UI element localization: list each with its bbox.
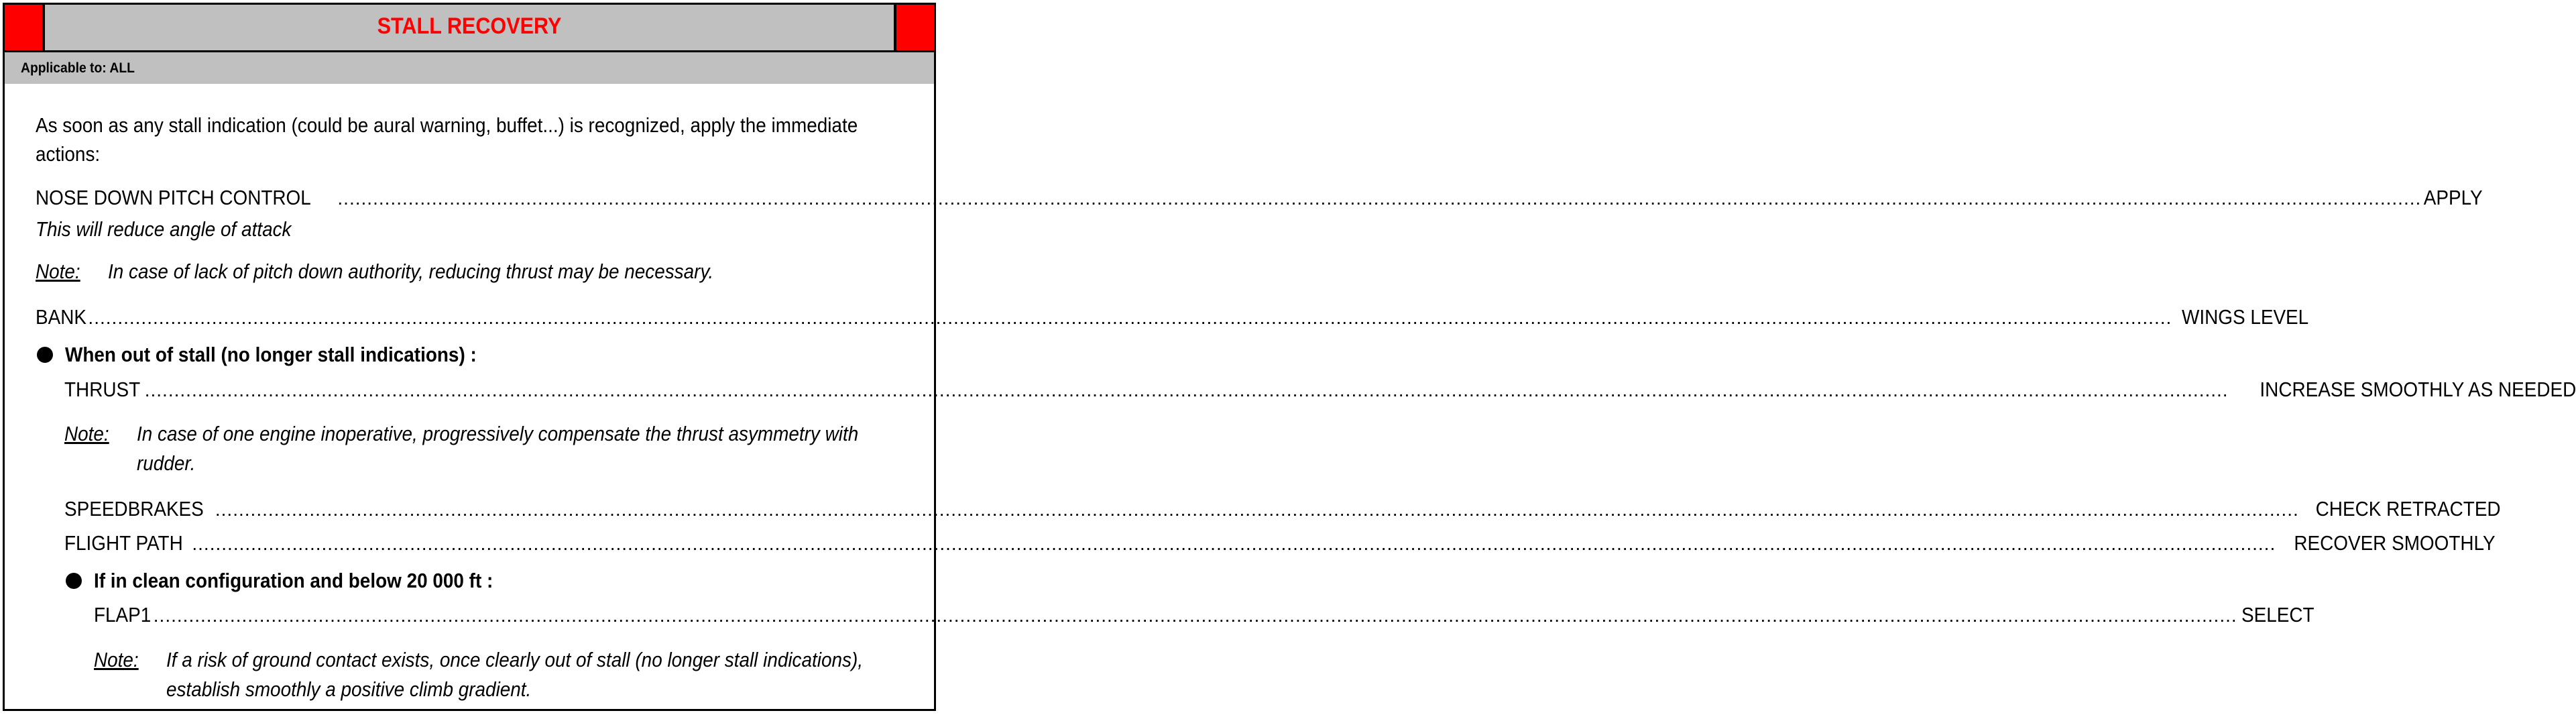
title-red-block-right (894, 5, 934, 50)
step-action: SELECT (2241, 603, 2315, 626)
note-text-line-1: In case of one engine inoperative, progressively compensate the thrust asymmetry with (137, 422, 859, 445)
step-action: CHECK RETRACTED (2315, 497, 2501, 520)
page-title: STALL RECOVERY (377, 13, 562, 39)
step-speedbrakes (64, 496, 2501, 522)
leader-dots: .................................................................................................................................................................................................................................................................................................................................................................. (88, 307, 2172, 328)
note-text-line-2: rudder. (137, 451, 196, 475)
step-label: BANK (36, 305, 86, 329)
step-flap1 (94, 602, 2315, 628)
applicability-bar (5, 52, 934, 84)
leader-dots: .................................................................................................................................................................................................................................................................................................................................................................. (144, 380, 2229, 400)
title-red-block-left (5, 5, 45, 50)
note-ground-contact (94, 645, 921, 704)
note-text-line-2: establish smoothly a positive climb gradient. (166, 677, 532, 701)
condition-text: If in clean configuration and below 20 000 ft : (94, 569, 493, 592)
condition-text: When out of stall (no longer stall indications) : (65, 343, 477, 366)
procedure-card (3, 3, 2576, 711)
note-engine-inoperative (64, 419, 914, 478)
note-text: In case of lack of pitch down authority, reducing thrust may be necessary. (108, 260, 714, 283)
leader-dots: .................................................................................................................................................................................................................................................................................................................................................................. (153, 605, 2237, 626)
step-pitch-control (36, 184, 2483, 211)
note-body-block (166, 645, 940, 704)
condition-clean-configuration (66, 567, 537, 594)
condition-out-of-stall (37, 341, 522, 368)
bullet-icon (66, 573, 82, 589)
step-action: APPLY (2424, 186, 2483, 209)
applicability-text: Applicable to: ALL (21, 60, 135, 76)
leader-dots: .................................................................................................................................................................................................................................................................................................................................................................. (192, 533, 2276, 554)
step-label: THRUST (64, 378, 141, 401)
procedure-content (5, 84, 2576, 709)
step-flight-path (64, 530, 2496, 557)
step-label: FLAP1 (94, 603, 152, 626)
note-pitch-authority (36, 257, 914, 286)
step-action: INCREASE SMOOTHLY AS NEEDED (2260, 378, 2576, 401)
step-action: RECOVER SMOOTHLY (2294, 531, 2496, 555)
leader-dots: .................................................................................................................................................................................................................................................................................................................................................................. (215, 499, 2299, 520)
note-text-line-1: If a risk of ground contact exists, once clearly out of stall (no longer stall indications), (166, 648, 864, 671)
step-bank (36, 304, 2309, 331)
step-label: SPEEDBRAKES (64, 497, 204, 520)
note-label: Note: (64, 422, 109, 445)
note-label: Note: (94, 648, 139, 671)
intro-line-2: actions: (36, 142, 101, 166)
note-body-block (137, 419, 939, 478)
step-action: WINGS LEVEL (2182, 305, 2309, 329)
leader-dots: .................................................................................................................................................................................................................................................................................................................................................................. (337, 188, 2422, 209)
bullet-icon (37, 347, 53, 363)
title-bar (5, 5, 934, 52)
note-label: Note: (36, 260, 80, 283)
step-label: NOSE DOWN PITCH CONTROL (36, 186, 311, 209)
step-thrust (64, 376, 2576, 403)
intro-line-1: As soon as any stall indication (could be aural warning, buffet...) is recognized, apply the immediate (36, 113, 858, 137)
pitch-explanation: This will reduce angle of attack (36, 217, 292, 241)
step-label: FLIGHT PATH (64, 531, 183, 555)
